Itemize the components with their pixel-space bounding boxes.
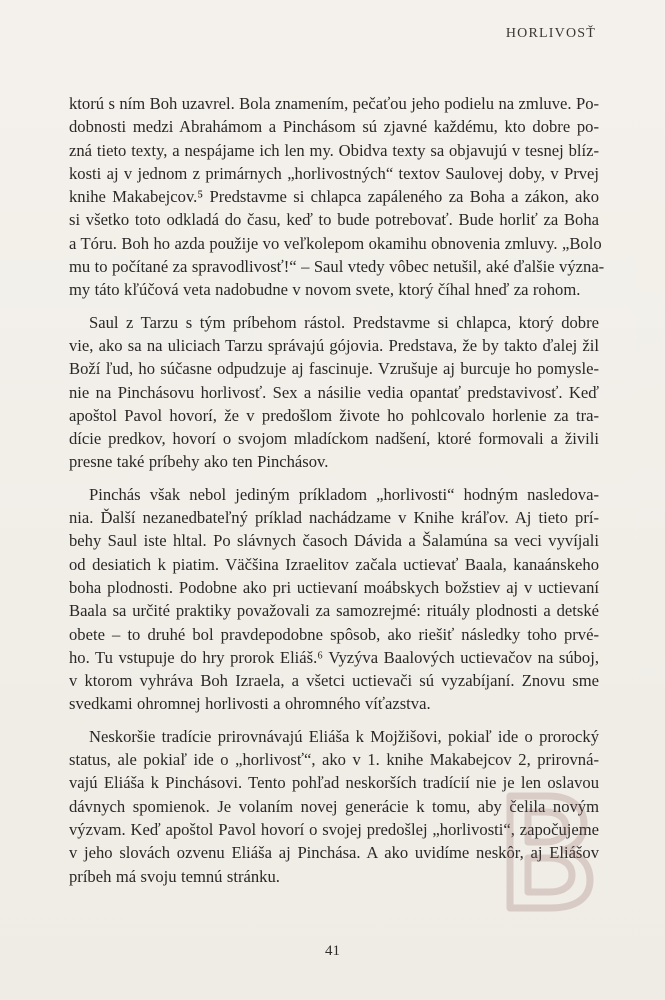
text-line: dície predkov, hovorí o svojom mladíckom nadšení, ktoré formovali a živili <box>69 429 599 449</box>
page-number: 41 <box>325 943 340 959</box>
text-line: my táto kľúčová veta nadobudne v novom svete, ktorý číhal hneď za rohom. <box>69 280 581 300</box>
body-text <box>69 92 605 897</box>
paragraph <box>69 483 599 716</box>
text-line: svedkami ohromnej horlivosti a ohromného víťazstva. <box>69 694 431 714</box>
text-line: v ktorom vyhráva Boh Izraela, a všetci uctievači sú vyzabíjaní. Znovu sme <box>69 671 599 691</box>
text-line: ho. Tu vstupuje do hry prorok Eliáš.⁶ Vyzýva Baalových uctievačov na súboj, <box>69 647 599 667</box>
text-line: zná tieto texty, a nespájame ich len my. Obidva texty sa objavujú v tesnej blíz- <box>69 140 599 160</box>
paragraph <box>69 311 599 474</box>
text-line: v jeho slovách ozvenu Eliáša aj Pinchása. A ako uvidíme neskôr, aj Eliášov <box>69 843 599 863</box>
text-line: výzvam. Keď apoštol Pavol hovorí o svojej predošlej „horlivosti“, započujeme <box>69 819 599 839</box>
text-line: dávnych spomienok. Je volaním novej generácie k tomu, aby čelila novým <box>69 796 599 816</box>
text-line: status, ale pokiaľ ide o „horlivosť“, ako v 1. knihe Makabejcov 2, prirovná- <box>69 750 599 770</box>
text-line: mu to počítané za spravodlivosť!“ – Saul vtedy vôbec netušil, aké ďalšie význa- <box>69 257 605 277</box>
text-line: Boží ľud, ho súčasne odpudzuje aj fascinuje. Vzrušuje aj burcuje ho pomysle- <box>69 359 599 379</box>
text-line: Neskoršie tradície prirovnávajú Eliáša k Mojžišovi, pokiaľ ide o prorocký <box>89 726 599 746</box>
paragraph <box>69 92 605 302</box>
text-line: vie, ako sa na uliciach Tarzu správajú gójovia. Predstava, že by takto ďalej žil <box>69 335 599 355</box>
text-line: si všetko toto odkladá do času, keď to bude potrebovať. Bude horliť za Boha <box>69 210 599 230</box>
text-line: knihe Makabejcov.⁵ Predstavme si chlapca zapáleného za Boha a zákon, ako <box>69 187 599 207</box>
text-line: presne také príbehy ako ten Pinchásov. <box>69 452 329 472</box>
text-line: nie na Pinchásovu horlivosť. Sex a násilie vedia opantať predstavivosť. Keď <box>69 382 599 402</box>
running-head: HORLIVOSŤ <box>505 26 596 41</box>
text-line: behy Saul iste hltal. Po slávnych časoch Dávida a Šalamúna sa veci vyvíjali <box>69 531 599 551</box>
text-line: obete – to druhé bol pravdepodobne spôsob, ako riešiť následky toho prvé- <box>69 624 599 644</box>
publisher-b-logo-icon <box>488 788 598 913</box>
text-line: apoštol Pavol hovorí, že v predošlom živote ho pohlcovalo horlenie za tra- <box>69 405 599 425</box>
text-line: dobnosti medzi Abrahámom a Pinchásom sú zjavné každému, kto dobre po- <box>69 117 599 137</box>
text-line: a Tóru. Boh ho azda použije vo veľkolepom okamihu obnovenia zmluvy. „Bolo <box>69 233 602 253</box>
text-line: ktorú s ním Boh uzavrel. Bola znamením, pečaťou jeho podielu na zmluve. Po- <box>69 94 600 113</box>
text-line: príbeh má svoju temnú stránku. <box>69 866 280 886</box>
text-line: vajú Eliáša k Pinchásovi. Tento pohľad neskorších tradícií nie je len oslavou <box>69 773 599 793</box>
text-line: boha plodnosti. Podobne ako pri uctievaní moábskych božstiev aj v uctievaní <box>69 577 599 597</box>
text-line: nia. Ďalší nezanedbateľný príklad nachádzame v Knihe kráľov. Aj tieto prí- <box>69 508 599 528</box>
text-line: Pinchás však nebol jediným príkladom „horlivosti“ hodným nasledova- <box>89 484 599 504</box>
text-line: Baala sa určité praktiky považovali za samozrejmé: rituály plodnosti a detské <box>69 601 599 621</box>
text-line: od desiatich k piatim. Väčšina Izraelitov začala uctievať Baala, kanaánskeho <box>69 554 599 574</box>
text-line: Saul z Tarzu s tým príbehom rástol. Predstavme si chlapca, ktorý dobre <box>89 312 599 332</box>
text-line: kosti aj v jednom z primárnych „horlivostných“ textov Saulovej doby, v Prvej <box>69 163 599 183</box>
